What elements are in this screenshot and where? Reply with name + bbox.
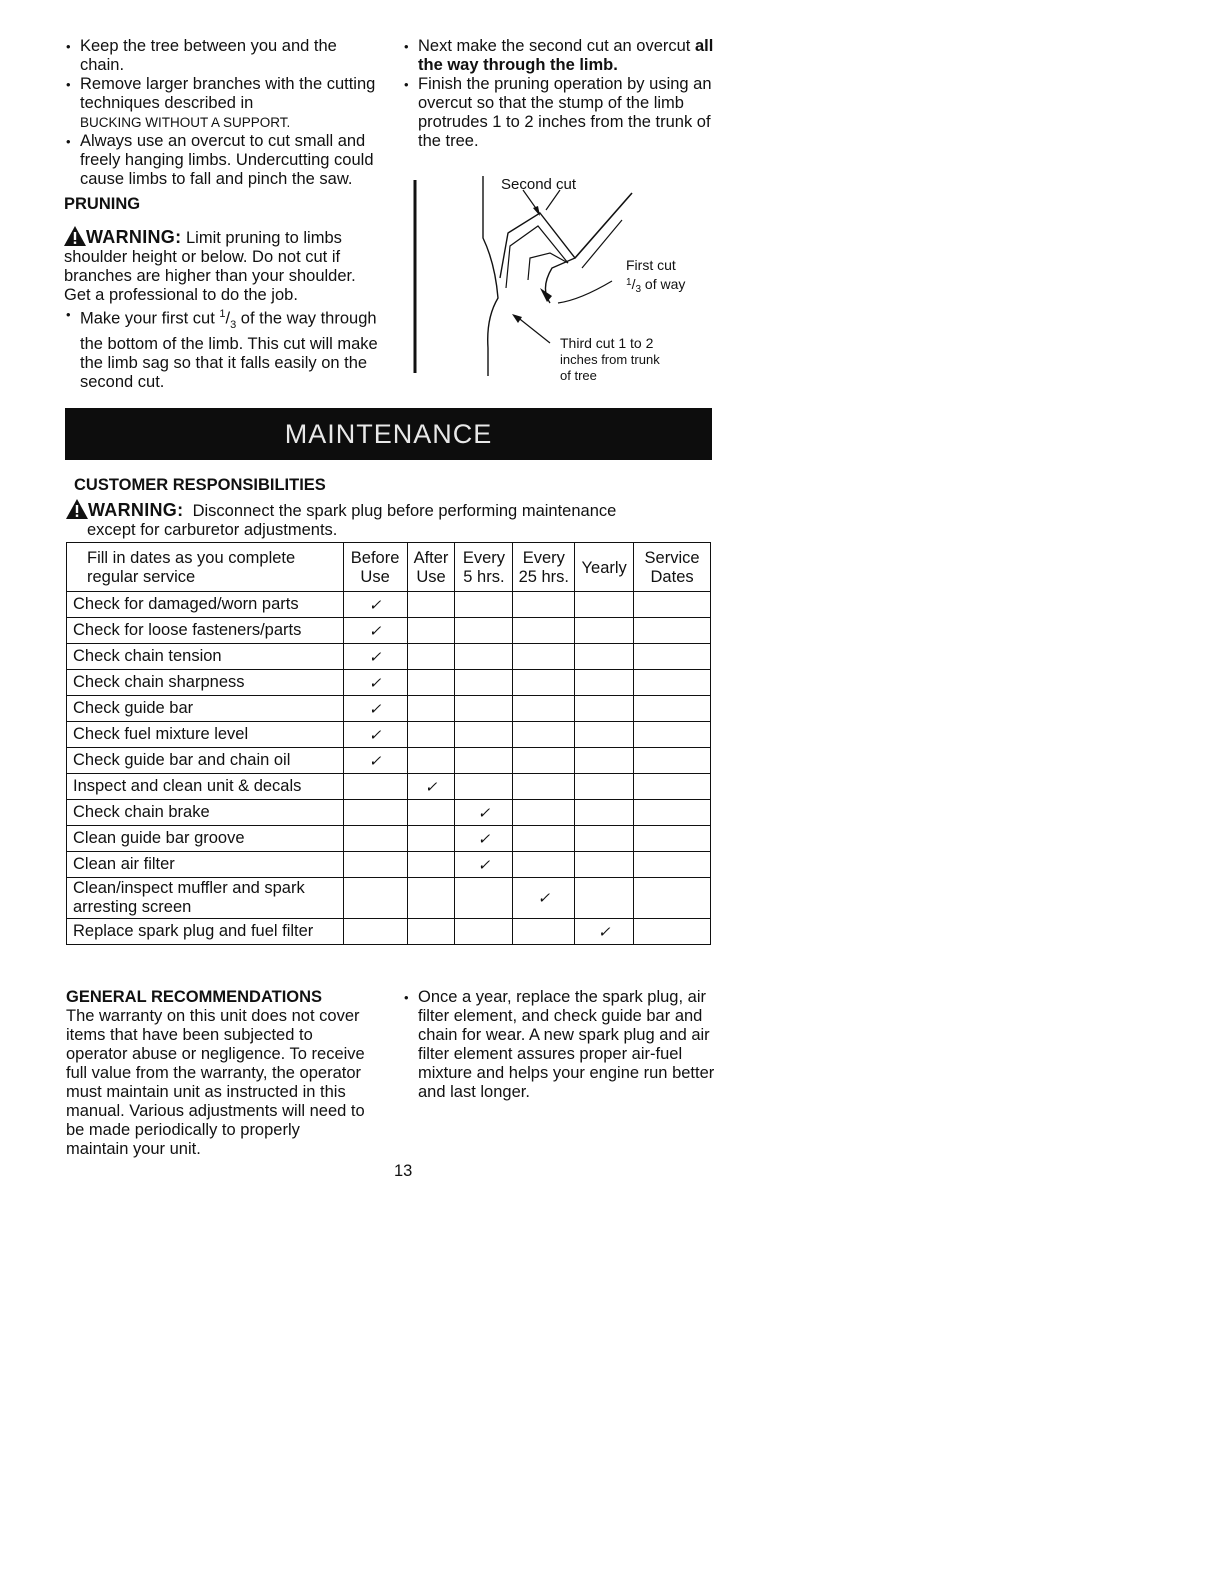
task-cell: Check chain sharpness (67, 670, 344, 696)
empty-cell (513, 748, 575, 774)
empty-cell (455, 592, 513, 618)
task-cell: Clean air filter (67, 852, 344, 878)
pruning-diagram (400, 168, 720, 390)
check-mark-icon: ✓ (575, 919, 634, 945)
table-header-cell: Every 25 hrs. (513, 543, 575, 592)
empty-cell (513, 826, 575, 852)
empty-cell (575, 878, 634, 919)
task-cell: Replace spark plug and fuel filter (67, 919, 344, 945)
check-mark-icon: ✓ (343, 670, 407, 696)
table-row (67, 800, 711, 826)
right-top-column (402, 37, 720, 151)
table-header-cell: Yearly (575, 543, 634, 592)
empty-cell (634, 826, 711, 852)
task-cell: Check guide bar (67, 696, 344, 722)
empty-cell (634, 618, 711, 644)
empty-cell (407, 722, 455, 748)
third-cut-pointer (516, 316, 550, 343)
empty-cell (407, 592, 455, 618)
empty-cell (513, 618, 575, 644)
empty-cell (407, 644, 455, 670)
first-cut-frac-den: 3 (230, 318, 237, 331)
third-cut-label-2: inches from trunk (560, 352, 660, 367)
empty-cell (343, 878, 407, 919)
general-bullet: • Once a year, replace the spark plug, air filter element, and check guide bar and chain for wear. A new spark plug and air filter element assures proper air-fuel mixture and helps your engine run better and last longer. (402, 988, 720, 1102)
general-bullet-column (402, 988, 720, 1102)
warning-text: Limit pruning to limbs shoulder height or below. Do not cut if branches are higher than your shoulder. Get a professional to do the job. (64, 229, 356, 304)
empty-cell (407, 919, 455, 945)
pruning-warning (64, 226, 384, 305)
general-text: The warranty on this unit does not cover items that have been subjected to operator abuse or negligence. To receive full value from the warranty, the operator must maintain unit as instructed in this manual. Various adjustments will need to be made periodically to properly maintain your unit. (66, 1007, 365, 1158)
customer-warning-text-2: except for carburetor adjustments. (87, 521, 338, 539)
check-mark-icon: ✓ (455, 826, 513, 852)
first-cut-frac-den-d: 3 (635, 284, 642, 295)
empty-cell (513, 800, 575, 826)
first-cut-frac-num-d: 1 (626, 277, 632, 288)
check-mark-icon: ✓ (343, 722, 407, 748)
empty-cell (407, 852, 455, 878)
customer-responsibilities (74, 476, 714, 540)
table-row (67, 618, 711, 644)
left-top-column (64, 37, 384, 392)
third-cut-label-1: Third cut 1 to 2 (560, 335, 654, 351)
table-row (67, 774, 711, 800)
check-mark-icon: ✓ (455, 800, 513, 826)
bucking-reference: BUCKING WITHOUT A SUPPORT. (80, 115, 291, 130)
check-mark-icon: ✓ (343, 618, 407, 644)
first-cut-of-way: of way (641, 276, 686, 292)
empty-cell (407, 878, 455, 919)
empty-cell (407, 800, 455, 826)
task-cell: Check chain brake (67, 800, 344, 826)
task-cell: Check for damaged/worn parts (67, 592, 344, 618)
task-cell: Clean guide bar groove (67, 826, 344, 852)
table-row (67, 644, 711, 670)
table-row (67, 878, 711, 919)
customer-heading: CUSTOMER RESPONSIBILITIES (74, 476, 326, 494)
empty-cell (407, 670, 455, 696)
empty-cell (634, 670, 711, 696)
check-mark-icon: ✓ (343, 592, 407, 618)
empty-cell (407, 618, 455, 644)
general-heading: GENERAL RECOMMENDATIONS (66, 988, 323, 1006)
table-header-cell: Service Dates (634, 543, 711, 592)
customer-warning-label: WARNING: (88, 500, 184, 520)
page-number: 13 (394, 1162, 413, 1180)
empty-cell (634, 696, 711, 722)
limb-inner (506, 226, 568, 288)
empty-cell (634, 722, 711, 748)
empty-cell (634, 748, 711, 774)
empty-cell (407, 748, 455, 774)
bullet-remove-branches (64, 75, 384, 132)
empty-cell (575, 592, 634, 618)
table-header-cell: Every 5 hrs. (455, 543, 513, 592)
empty-cell (513, 774, 575, 800)
table-row (67, 852, 711, 878)
second-cut-label: Second cut (501, 176, 577, 193)
empty-cell (455, 774, 513, 800)
check-mark-icon: ✓ (513, 878, 575, 919)
table-row (67, 748, 711, 774)
limb-upper-edge (575, 193, 632, 258)
table-row (67, 722, 711, 748)
empty-cell (455, 722, 513, 748)
first-cut-pointer (558, 281, 612, 303)
empty-cell (513, 696, 575, 722)
empty-cell (634, 774, 711, 800)
empty-cell (455, 748, 513, 774)
bullet-remove-branches-text: Remove larger branches with the cutting techniques described in (80, 75, 376, 112)
empty-cell (634, 644, 711, 670)
second-cut-text: Next make the second cut an overcut (418, 37, 695, 55)
empty-cell (634, 919, 711, 945)
check-mark-icon: ✓ (343, 644, 407, 670)
second-cut-bold: all the way through the limb. (418, 37, 714, 74)
empty-cell (634, 852, 711, 878)
empty-cell (455, 696, 513, 722)
empty-cell (575, 826, 634, 852)
empty-cell (513, 722, 575, 748)
empty-cell (513, 592, 575, 618)
table-row (67, 670, 711, 696)
customer-warning-text: Disconnect the spark plug before performing maintenance (192, 502, 617, 520)
maintenance-banner: MAINTENANCE (65, 408, 712, 460)
customer-warning (74, 499, 714, 521)
bullet-first-cut: • Make your first cut $^1/_3$ of the way through the bottom of the limb. This cut will make the limb sag so that it falls easily on the second cut. (64, 305, 384, 392)
empty-cell (407, 826, 455, 852)
general-recommendations (66, 988, 366, 1159)
empty-cell (634, 592, 711, 618)
first-cut-label-2: $^1/_3$ of way (626, 276, 686, 295)
maintenance-schedule-table (66, 542, 711, 945)
empty-cell (407, 696, 455, 722)
empty-cell (513, 852, 575, 878)
warning-triangle-icon (66, 499, 88, 519)
empty-cell (575, 696, 634, 722)
first-cut-label-1: First cut (626, 257, 676, 273)
empty-cell (575, 748, 634, 774)
table-header-cell: Before Use (343, 543, 407, 592)
trunk-right-edge (483, 176, 498, 376)
empty-cell (455, 919, 513, 945)
pruning-heading: PRUNING (64, 195, 141, 213)
empty-cell (575, 722, 634, 748)
empty-cell (455, 618, 513, 644)
table-header-cell: After Use (407, 543, 455, 592)
task-cell: Clean/inspect muffler and spark arresting screen (67, 878, 344, 919)
empty-cell (343, 852, 407, 878)
third-cut-label-3: of tree (560, 368, 597, 383)
empty-cell (513, 919, 575, 945)
empty-cell (575, 774, 634, 800)
empty-cell (575, 644, 634, 670)
table-header-cell: Fill in dates as you complete regular service (67, 543, 344, 592)
first-cut-frac-num: 1 (219, 308, 226, 320)
task-cell: Check fuel mixture level (67, 722, 344, 748)
table-row (67, 919, 711, 945)
empty-cell (513, 644, 575, 670)
empty-cell (634, 800, 711, 826)
check-mark-icon: ✓ (343, 696, 407, 722)
empty-cell (575, 800, 634, 826)
bullet-overcut: • Always use an overcut to cut small and freely hanging limbs. Undercutting could cause limbs to fall and pinch the saw. (64, 132, 384, 189)
first-cut-pre: Make your first cut (80, 309, 220, 328)
table-row (67, 592, 711, 618)
third-cut-arrowhead (512, 314, 522, 323)
warning-triangle-icon (64, 226, 86, 246)
empty-cell (634, 878, 711, 919)
empty-cell (343, 800, 407, 826)
check-mark-icon: ✓ (455, 852, 513, 878)
task-cell: Check for loose fasteners/parts (67, 618, 344, 644)
empty-cell (575, 618, 634, 644)
empty-cell (343, 919, 407, 945)
task-cell: Inspect and clean unit & decals (67, 774, 344, 800)
bullet-finish-pruning: • Finish the pruning operation by using an overcut so that the stump of the limb protrudes 1 to 2 inches from the trunk of the tree. (402, 75, 720, 151)
table-body (67, 592, 711, 945)
bullet-keep-tree: • Keep the tree between you and the chain. (64, 37, 384, 75)
bullet-second-cut (402, 37, 720, 75)
empty-cell (343, 826, 407, 852)
task-cell: Check guide bar and chain oil (67, 748, 344, 774)
warning-label: WARNING: (86, 227, 182, 247)
first-cut-post: of the way through the bottom of the limb. This cut will make the limb sag so that it falls easily on the second cut. (80, 309, 378, 391)
empty-cell (343, 774, 407, 800)
empty-cell (455, 878, 513, 919)
check-mark-icon: ✓ (343, 748, 407, 774)
empty-cell (455, 670, 513, 696)
empty-cell (455, 644, 513, 670)
table-header-row (67, 543, 711, 592)
task-cell: Check chain tension (67, 644, 344, 670)
table-row (67, 826, 711, 852)
check-mark-icon: ✓ (407, 774, 455, 800)
empty-cell (575, 670, 634, 696)
empty-cell (513, 670, 575, 696)
table-row (67, 696, 711, 722)
empty-cell (575, 852, 634, 878)
